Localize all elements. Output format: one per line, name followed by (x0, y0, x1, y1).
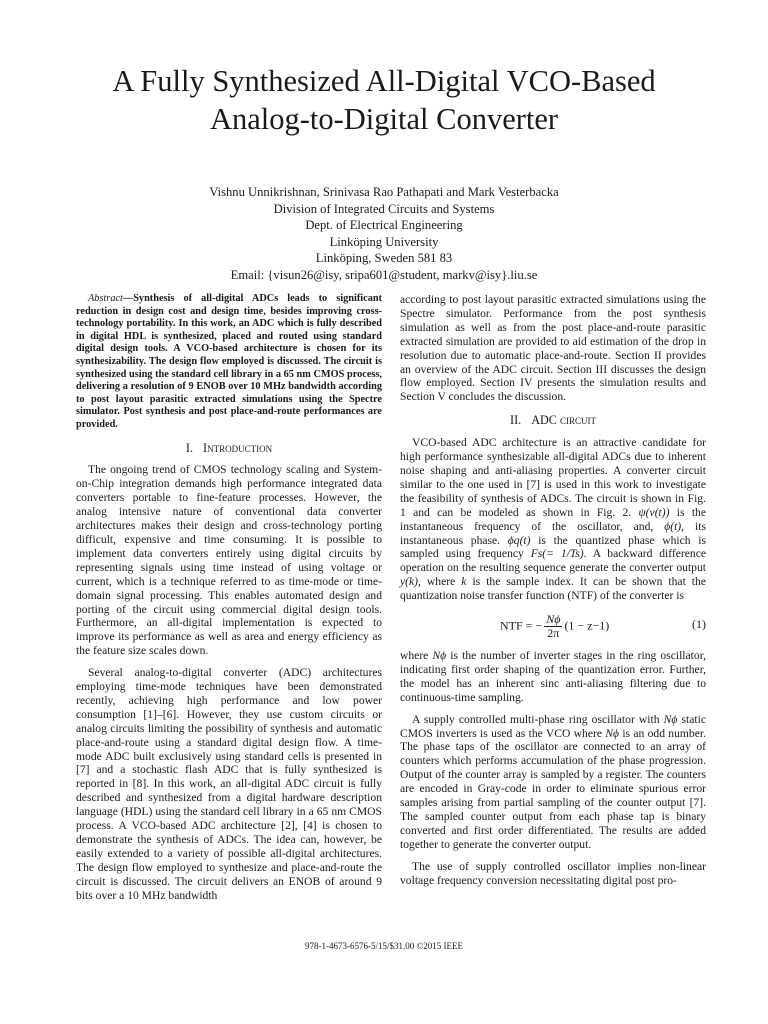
math-phiq: ϕq(t) (507, 533, 531, 547)
section-heading-introduction (76, 442, 382, 456)
intro-paragraph-2: Several analog-to-digital converter (ADC) architectures employing time-mode techniques have been demonstrated recently, achieving high performance and low power consumption [1]–[6]. However, they use custom circuits or analog circuits limiting the possibility of synthesis and automatic place-and-route using a standard digital design flow. A time-mode ADC built exclusively using standard cells is presented in [7] and a stochastic flash ADC that is fully synthesized is reported in [8]. In this work, an all-digital ADC circuit is fully described and synthesized from a digital hardware description language (HDL) using the standard cell library in a 65 nm CMOS process. A VCO-based ADC architecture [2], [4] is chosen to demonstrate the synthesis of ADCs. The idea can, however, be easily extended to a variety of possible all-digital architectures. The design flow employed to synthesize and place-and-route the circuit is discussed. The circuit delivers an ENOB of around 9 bits over a 10 MHz bandwidth (76, 666, 382, 902)
abstract (76, 293, 382, 432)
author-division: Division of Integrated Circuits and Systems (273, 201, 495, 216)
adc-paragraph-1 (400, 436, 706, 603)
math-nphi: Nϕ (663, 712, 678, 726)
section-number: I. (185, 440, 194, 455)
section-number: II. (510, 413, 522, 428)
author-city: Linköping, Sweden 581 83 (315, 251, 453, 265)
adc-paragraph-3 (400, 713, 706, 852)
adc-paragraph-4: The use of supply controlled oscillator implies non-linear voltage frequency conversion necessitating digital post pro- (400, 859, 706, 887)
copyright-footer: 978-1-4673-6576-5/15/$31.00 ©2015 IEEE (304, 941, 464, 951)
text-run: A supply controlled multi-phase ring oscillator with (412, 712, 664, 726)
equation-rhs: (1 − z−1) (564, 618, 610, 633)
author-names: Vishnu Unnikrishnan, Srinivasa Rao Pathapati and Mark Vesterbacka (209, 185, 559, 199)
abstract-text: —Synthesis of all-digital ADCs leads to significant reduction in design cost and design time, besides improving cross-technology portability. In this work, an ADC which is fully described in digital HDL is synthesized, placed and routed using standard digital design tools. A VCO-based architecture is chosen for its synthesizability. The design flow employed is discussed. The circuit is synthesized using the standard cell library in a 65 nm CMOS process, delivering a resolution of 9 ENOB over 10 MHz bandwidth according to post layout parasitic extracted simulations using the Spectre simulator. Post synthesis and post place-and-route performances are provided. (76, 293, 382, 430)
fraction-numerator: Nϕ (546, 612, 561, 627)
section-title: Introduction (203, 440, 273, 455)
equation-number: (1) (692, 617, 706, 632)
title-line-2: Analog-to-Digital Converter (209, 102, 559, 136)
math-yk: y(k) (400, 575, 419, 589)
equation-body (500, 613, 609, 640)
math-k: k (461, 575, 467, 589)
left-column (76, 293, 382, 903)
author-block (60, 184, 708, 283)
author-department: Dept. of Electrical Engineering (305, 218, 463, 232)
intro-continuation: according to post layout parasitic extracted simulations using the Spectre simulator. Performance from the post synthesis simulation as well as from the post place-and-route parasitic extracted simulation are provided to aid estimation of the drop in resolution due to automatic place-and-route. Section II provides an overview of the ADC circuit. Section III discusses the design flow employed. Section IV presents the simulation results and Section V concludes the discussion. (400, 293, 706, 404)
text-run: is the instantaneous frequency of the oscillator, and, (400, 505, 706, 533)
text-run: , where (418, 575, 462, 589)
math-psi: ψ(v(t)) (638, 505, 670, 519)
text-run: static CMOS inverters is used as the VCO where (400, 712, 706, 740)
adc-paragraph-2 (400, 649, 706, 705)
abstract-label: Abstract (88, 293, 123, 304)
text-run: , its instantaneous phase. (400, 519, 706, 547)
section-heading-adc-circuit (400, 414, 706, 428)
title-line-1: A Fully Synthesized All-Digital VCO-Based (112, 64, 656, 98)
math-nphi: Nϕ (432, 649, 447, 663)
text-run: where (400, 649, 433, 663)
text-run: VCO-based ADC architecture is an attractive candidate for high performance synthesizable all-digital ADCs due to inherent noise shaping and anti-aliasing properties. A converter circuit similar to the one used in [7] is used in this work to investigate the feasibility of synthesis of ADCs. The circuit is shown in Fig. 1 and can be modeled as shown in Fig. 2. (400, 436, 706, 519)
text-run: is the number of inverter stages in the ring oscillator, indicating first order shaping of the quantization error. Further, the model has an inherent sinc anti-aliasing filtering due to continuous-time sampling. (400, 649, 706, 704)
author-university: Linköping University (329, 234, 439, 249)
section-title-smallcaps: circuit (559, 413, 596, 428)
section-title-plain: ADC (531, 413, 560, 428)
text-run: is the quantized phase which is sampled using frequency (400, 533, 706, 561)
equation-fraction (544, 613, 562, 640)
text-run: is an odd number. The phase taps of the oscillator are connected to an array of counters which performs accumulation of the phase progression. Output of the counter array is sampled by a register. The counters are encoded in Gray-code in order to eliminate spurious error samples arising from partial sampling of the counter output [7]. The sampled counter output from each phase tap is binary converted and first order differentiated. The results are added together to generate the converter output. (400, 726, 706, 851)
author-email: Email: {visun26@isy, sripa601@student, markv@isy}.liu.se (230, 267, 538, 282)
equation-lhs: NTF = − (500, 618, 543, 633)
math-nphi: Nϕ (605, 726, 620, 740)
text-run: . A backward difference operation on the resulting sequence generate the converter output (400, 547, 707, 575)
paper-title (60, 62, 708, 138)
text-run: is the sample index. It can be shown that the quantization noise transfer function (NTF) of the converter is (400, 575, 706, 603)
math-fs: Fs(= 1/Ts) (530, 547, 584, 561)
math-phi: ϕ(t) (664, 519, 682, 533)
right-column (400, 293, 706, 888)
intro-paragraph-1: The ongoing trend of CMOS technology scaling and System-on-Chip integration demands high performance integrated data converters portable to fine-feature processes. However, the analog intensive nature of conventional data converter architectures makes their design and cross-technology porting difficult, expensive and time consuming. It is possible to implement data converters entirely using digital circuits by representing signals using time instead of using voltage or current, which is a technique referred to as time-mode or time-domain signal processing. This enables automated design and porting of the circuit using commercial digital design tools. Furthermore, an all-digital implementation is expected to improve its performance as well as area and energy efficiency as the feature size scales down. (76, 463, 382, 658)
fraction-denominator: 2π (547, 626, 560, 641)
equation-1 (400, 609, 706, 641)
